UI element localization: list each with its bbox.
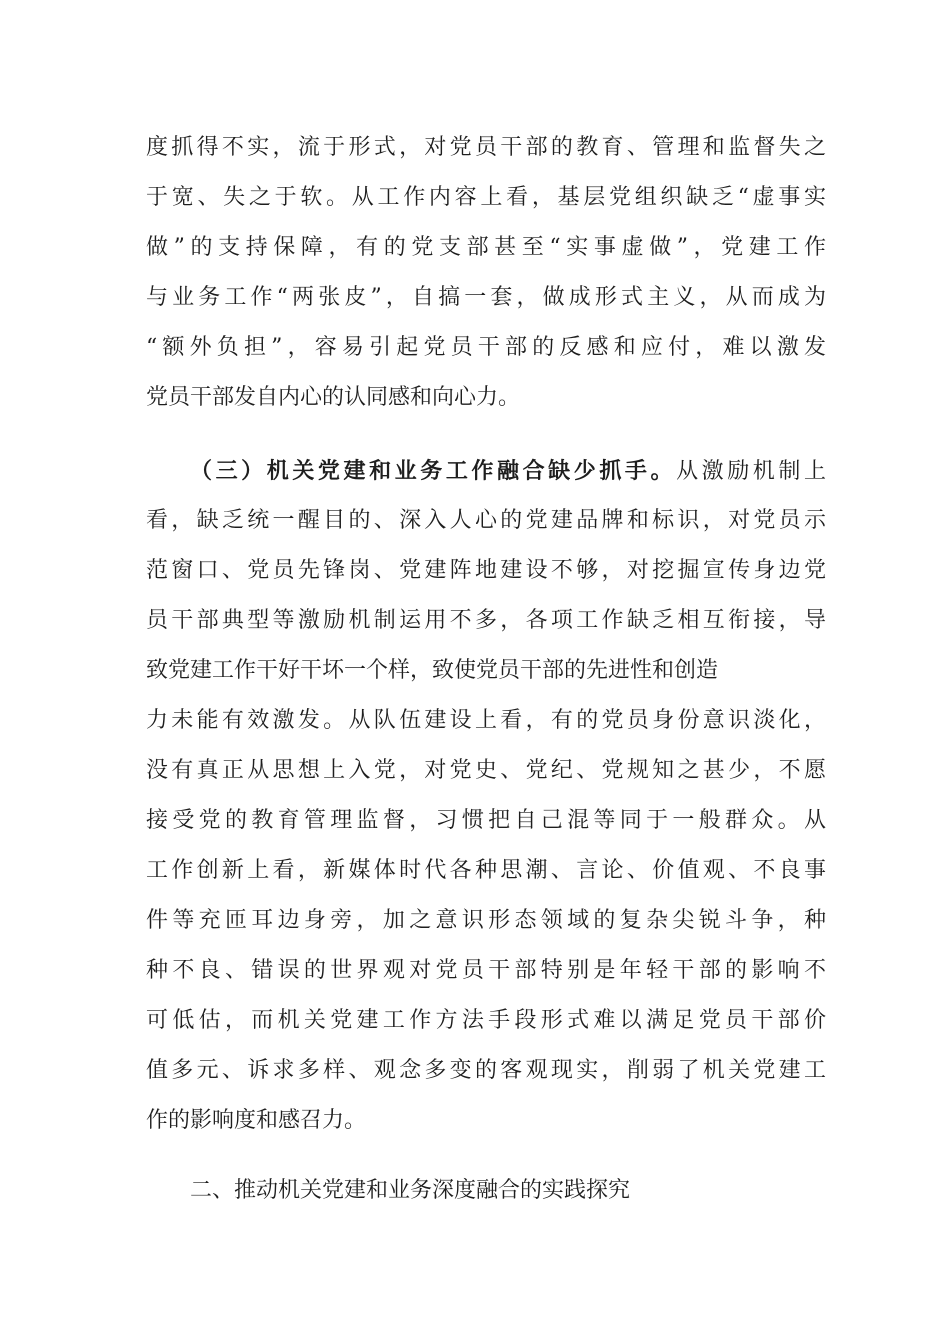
paragraph-2 xyxy=(146,446,826,1146)
paragraph-line: 党员干部发自内心的认同感和向心力。 xyxy=(146,385,521,410)
paragraph-line: 工作创新上看，新媒体时代各种思潮、言论、价值观、不良事 xyxy=(146,858,826,883)
paragraph-line: 值多元、诉求多样、观念多变的客观现实，削弱了机关党建工 xyxy=(146,1058,826,1083)
paragraph-line: 件等充匝耳边身旁，加之意识形态领域的复杂尖锐斗争，种 xyxy=(146,908,826,933)
paragraph-first-line-text: 从激励机制上 xyxy=(676,459,826,484)
paragraph-line: 力未能有效激发。从队伍建设上看，有的党员身份意识淡化， xyxy=(146,708,826,733)
section-2 xyxy=(146,1166,826,1216)
paragraph-first-line xyxy=(146,446,826,496)
paragraph-line: 可低估，而机关党建工作方法手段形式难以满足党员干部价 xyxy=(146,1008,826,1033)
paragraph-line: 致党建工作干好干坏一个样，致使党员干部的先进性和创造 xyxy=(146,658,719,683)
paragraph-line: 种不良、错误的世界观对党员干部特别是年轻干部的影响不 xyxy=(146,958,826,983)
paragraph-line: 看，缺乏统一醒目的、深入人心的党建品牌和标识，对党员示 xyxy=(146,508,826,533)
paragraph-line: 员干部典型等激励机制运用不多，各项工作缺乏相互衔接，导 xyxy=(146,608,826,633)
paragraph-line: 接受党的教育管理监督，习惯把自己混等同于一般群众。从 xyxy=(146,808,826,833)
paragraph-line: “额外负担”，容易引起党员干部的反感和应付，难以激发 xyxy=(146,335,826,360)
section-heading: 二、推动机关党建和业务深度融合的实践探究 xyxy=(190,1178,631,1203)
paragraph-line: 度抓得不实，流于形式，对党员干部的教育、管理和监督失之 xyxy=(146,135,826,160)
paragraph-line: 没有真正从思想上入党，对党史、党纪、党规知之甚少，不愿 xyxy=(146,758,826,783)
paragraph-line: 与业务工作“两张皮”，自搞一套，做成形式主义，从而成为 xyxy=(146,285,826,310)
paragraph-1 xyxy=(146,123,826,423)
paragraph-line: 作的影响度和感召力。 xyxy=(146,1108,367,1133)
subsection-heading: （三）机关党建和业务工作融合缺少抓手。 xyxy=(190,458,677,484)
paragraph-line: 范窗口、党员先锋岗、党建阵地建设不够，对挖掘宣传身边党 xyxy=(146,558,826,583)
paragraph-line: 做”的支持保障，有的党支部甚至“实事虚做”，党建工作 xyxy=(146,235,826,260)
paragraph-line: 于宽、失之于软。从工作内容上看，基层党组织缺乏“虚事实 xyxy=(146,185,826,210)
